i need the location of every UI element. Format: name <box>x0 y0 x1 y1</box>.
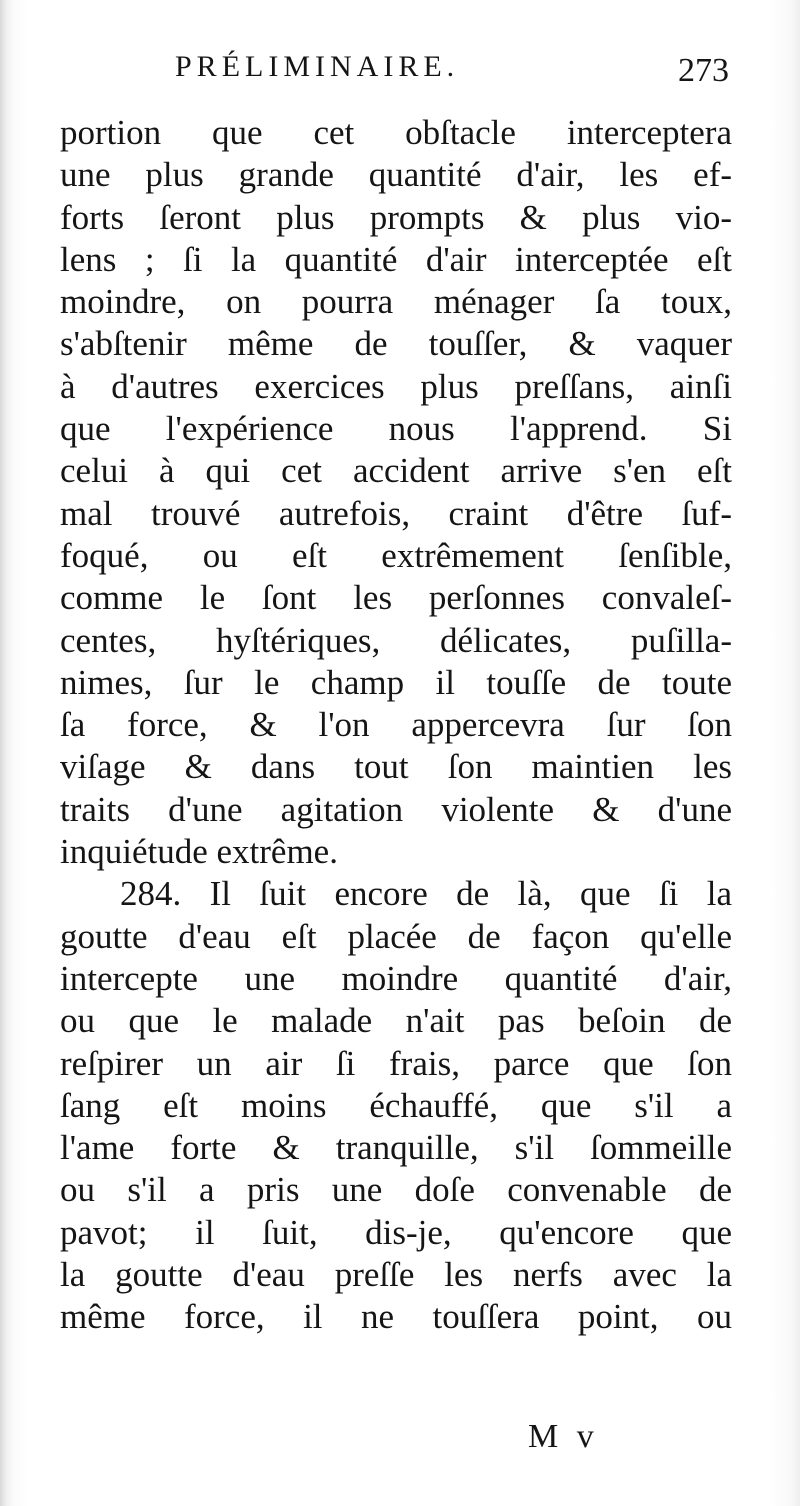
body-text <box>60 112 732 1339</box>
text-line: viſage & dans tout ſon maintien les <box>60 747 732 787</box>
text-line: ſang eſt moins échauffé, que s'il a <box>60 1085 732 1125</box>
text-line: foqué, ou eſt extrêmement ſenſible, <box>60 535 732 575</box>
text-line: mal trouvé autrefois, craint d'être ſuf- <box>60 493 732 533</box>
text-line: une plus grande quantité d'air, les ef- <box>60 155 732 195</box>
text-line: forts ſeront plus prompts & plus vio- <box>60 197 732 237</box>
text-line: celui à qui cet accident arrive s'en eſt <box>60 451 732 491</box>
text-line: l'ame forte & tranquille, s'il ſommeille <box>60 1128 732 1168</box>
text-line: portion que cet obſtacle interceptera <box>60 113 732 152</box>
signature-mark: M v <box>528 1418 599 1455</box>
text-line: traits d'une agitation violente & d'une <box>60 789 732 829</box>
text-line: à d'autres exercices plus preſſans, ainſi <box>60 366 732 406</box>
text-line: ou que le malade n'ait pas beſoin de <box>60 1001 732 1041</box>
text-line: pavot; il ſuit, dis-je, qu'encore que <box>60 1212 732 1252</box>
text-line: lens ; ſi la quantité d'air interceptée eſt <box>60 239 732 279</box>
text-line: nimes, ſur le champ il touſſe de toute <box>60 662 732 702</box>
running-head: PRÉLIMINAIRE. <box>175 50 460 83</box>
text-line: reſpirer un air ſi frais, parce que ſon <box>60 1043 732 1083</box>
text-line: moindre, on pourra ménager ſa toux, <box>60 282 732 322</box>
text-line: comme le ſont les perſonnes convaleſ- <box>60 578 732 618</box>
paragraph-end-line: inquiétude extrême. <box>60 832 338 872</box>
text-line: centes, hyſtériques, délicates, puſilla- <box>60 620 732 660</box>
text-line: même force, il ne touſſera point, ou <box>60 1297 732 1337</box>
text-line: s'abſtenir même de touſſer, & vaquer <box>60 324 732 364</box>
page-header <box>175 50 735 96</box>
text-line: ou s'il a pris une doſe convenable de <box>60 1170 732 1210</box>
text-line: la goutte d'eau preſſe les nerfs avec la <box>60 1255 732 1295</box>
text-line: goutte d'eau eſt placée de façon qu'elle <box>60 916 732 956</box>
text-line: que l'expérience nous l'apprend. Si <box>60 409 732 449</box>
page-number: 273 <box>678 52 729 89</box>
paragraph-start-line: 284. Il ſuit encore de là, que ſi la <box>120 874 732 914</box>
text-line: ſa force, & l'on appercevra ſur ſon <box>60 705 732 745</box>
text-line: intercepte une moindre quantité d'air, <box>60 958 732 998</box>
